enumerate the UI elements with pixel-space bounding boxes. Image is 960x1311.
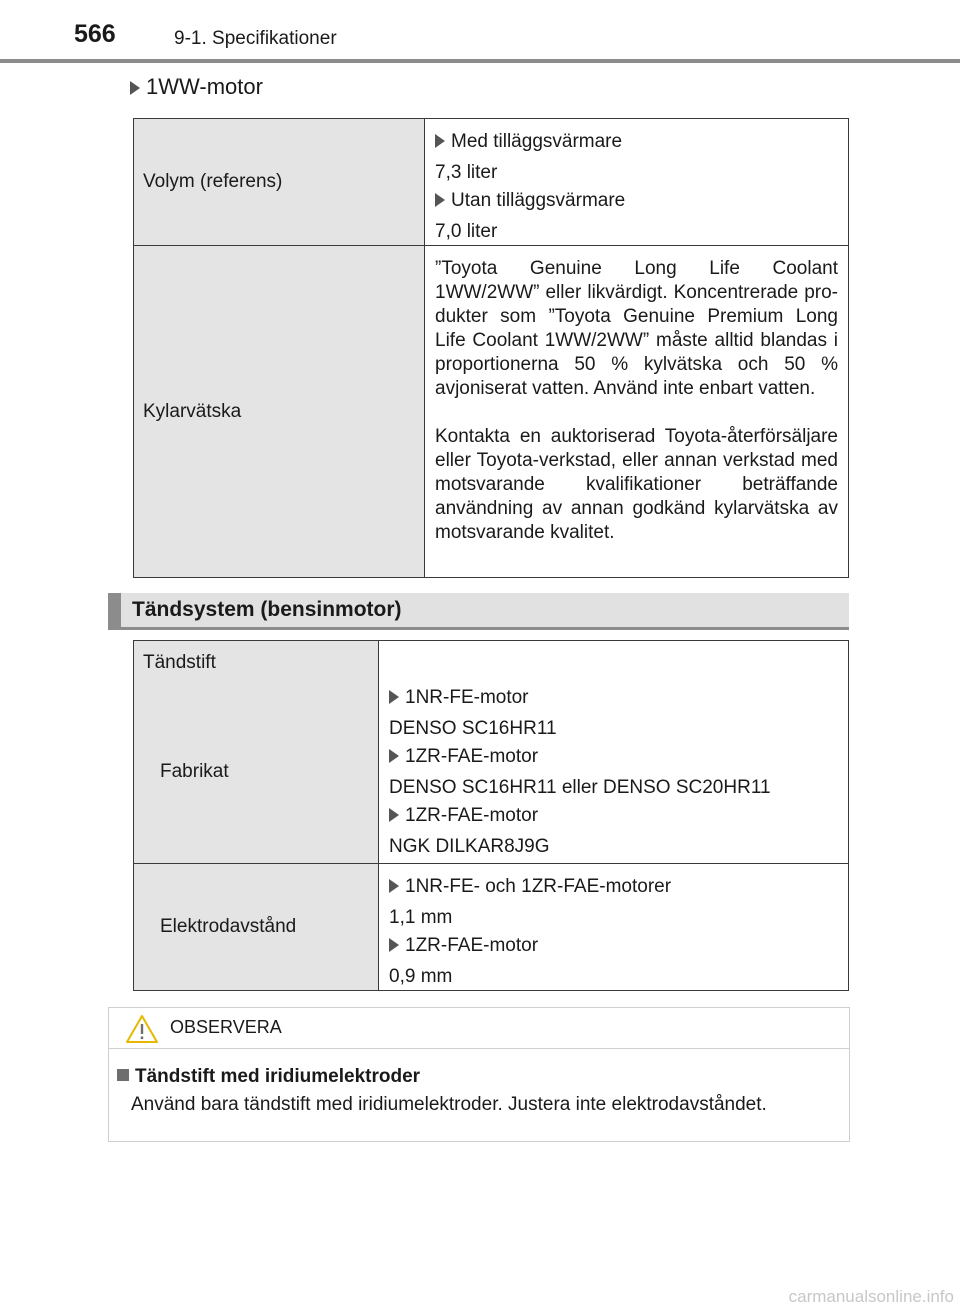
value-cell (425, 119, 849, 246)
condition-text: 1ZR-FAE-motor (405, 935, 539, 956)
watermark: carmanualsonline.info (788, 1287, 954, 1306)
section-band-title: Tändsystem (bensinmotor) (132, 598, 402, 621)
notice-box (108, 1007, 850, 1142)
list-item (435, 189, 838, 244)
list-item (389, 686, 838, 741)
arrow-right-icon (435, 193, 445, 207)
arrow-right-icon (435, 134, 445, 148)
paragraph: ”Toyota Genuine Long Life Coolant 1WW/2WW” eller likvärdigt. Koncentrerade produkter som ”Toyota Genuine Premium Long Life Coolant 1WW/2WW” måste alltid blandas i proportionerna 50 % kylvätska och 50 % avjoniserat vatten. Använd inte enbart vatten. (435, 258, 838, 399)
notice-title (113, 1066, 420, 1088)
ignition-table (133, 640, 849, 991)
value-cell (379, 641, 849, 864)
list-item (389, 804, 838, 859)
value-text: NGK DILKAR8J9G (389, 836, 550, 857)
arrow-right-icon (389, 690, 399, 704)
paragraph: Kontakta en auktoriserad Toyota-återförsäljare eller Toyota-verkstad, eller annan verkstad med motsvarande kvalifikationer beträffande användning av annan godkänd kylarvätska av motsvarande kvalitet. (435, 426, 838, 543)
value-text: 7,3 liter (435, 162, 498, 183)
value-text: 1,1 mm (389, 907, 453, 928)
row-label: Volym (referens) (143, 171, 283, 192)
warning-triangle-icon (125, 1014, 159, 1044)
section-band (108, 593, 849, 630)
arrow-right-icon (389, 938, 399, 952)
table-row (134, 864, 849, 991)
table-row (134, 246, 849, 578)
label-cell (134, 119, 425, 246)
value-cell (425, 246, 849, 578)
value-text: DENSO SC16HR11 (389, 718, 557, 739)
group-label: Tändstift (143, 652, 216, 673)
arrow-right-icon (389, 749, 399, 763)
list-item (389, 745, 838, 800)
arrow-right-icon (130, 81, 140, 95)
condition-text: 1ZR-FAE-motor (405, 746, 539, 767)
band-accent-bar (108, 593, 121, 630)
value-text: 0,9 mm (389, 966, 453, 987)
header-rule (0, 59, 960, 63)
list-item (389, 875, 838, 930)
row-label: Fabrikat (160, 761, 229, 782)
engine-heading-text: 1WW-motor (146, 74, 263, 99)
list-item (389, 934, 838, 989)
notice-heading: OBSERVERA (170, 1017, 282, 1037)
value-text: 7,0 liter (435, 221, 498, 242)
condition-text: 1NR-FE- och 1ZR-FAE-motorer (405, 876, 672, 897)
notice-text: Använd bara tändstift med iridiumelektroder. Justera inte elektrodavståndet. (131, 1094, 767, 1115)
coolant-table (133, 118, 849, 578)
label-cell (134, 246, 425, 578)
condition-text: 1ZR-FAE-motor (405, 805, 539, 826)
label-cell (134, 641, 379, 864)
engine-heading (130, 74, 263, 100)
table-row (134, 641, 849, 864)
row-label: Kylarvätska (143, 400, 242, 422)
section-title: 9-1. Specifikationer (174, 28, 337, 49)
arrow-right-icon (389, 808, 399, 822)
notice-header (109, 1008, 849, 1049)
value-text: DENSO SC16HR11 eller DENSO SC20HR11 (389, 777, 771, 798)
list-item (435, 130, 838, 185)
condition-text: Utan tilläggsvärmare (451, 190, 626, 211)
notice-title-text: Tändstift med iridiumelektroder (135, 1066, 421, 1087)
condition-text: 1NR-FE-motor (405, 687, 529, 708)
row-label: Elektrodavstånd (160, 916, 297, 937)
table-row (134, 119, 849, 246)
condition-text: Med tilläggsvärmare (451, 131, 623, 152)
value-cell (379, 864, 849, 991)
arrow-right-icon (389, 879, 399, 893)
square-bullet-icon (117, 1069, 129, 1081)
label-cell (134, 864, 379, 991)
page-number: 566 (74, 20, 116, 48)
